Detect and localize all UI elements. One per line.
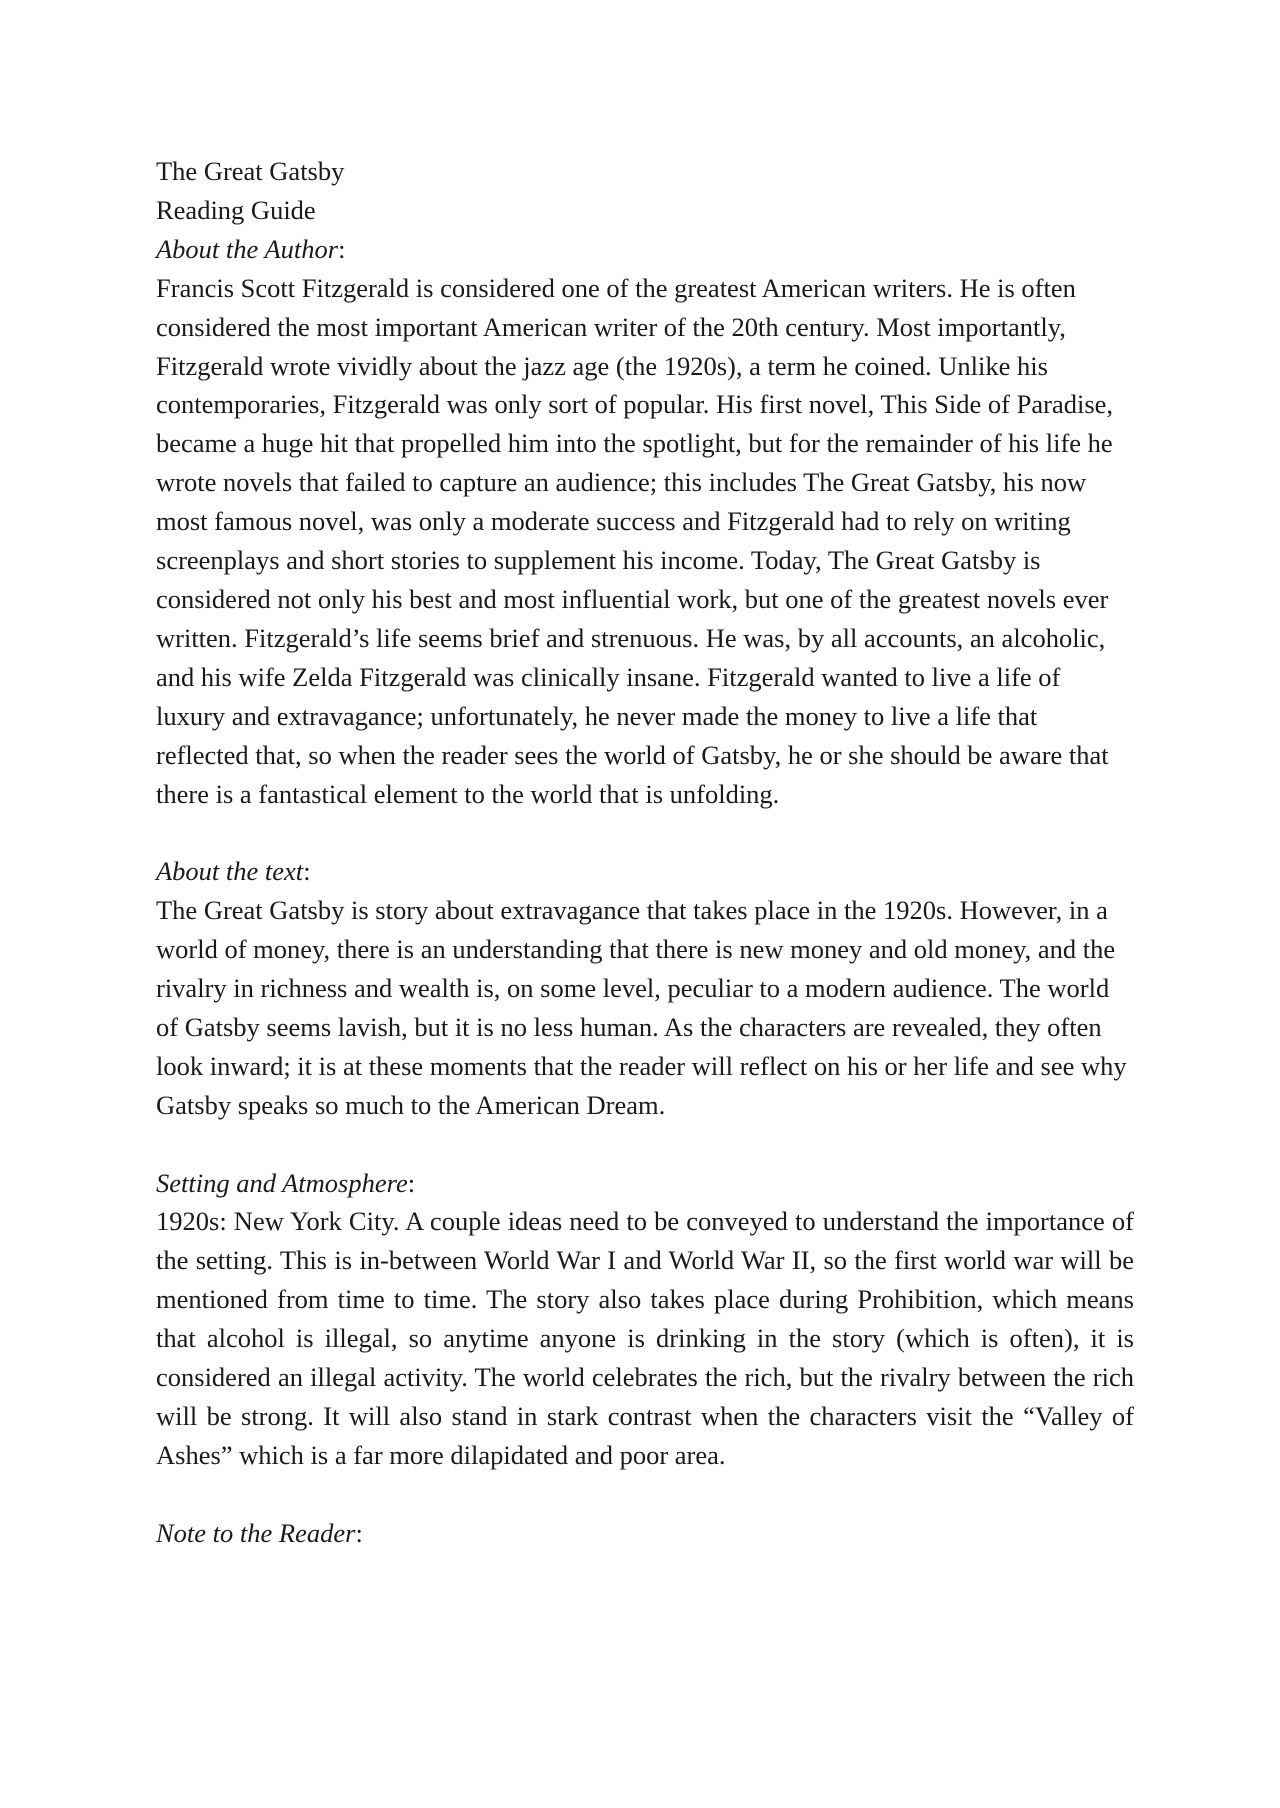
section-heading-colon: :	[355, 1517, 363, 1548]
document-subtitle: Reading Guide	[156, 194, 316, 225]
section-about-text	[156, 852, 1134, 1124]
paragraph-gap	[156, 1475, 1134, 1514]
section-heading-colon: :	[303, 856, 311, 887]
section-heading	[156, 230, 1134, 269]
section-heading-colon: :	[407, 1167, 416, 1198]
section-heading	[156, 852, 1134, 891]
section-heading-text: About the Author	[156, 233, 339, 264]
paragraph-gap	[156, 1125, 1134, 1164]
section-body: The Great Gatsby is story about extravagance that takes place in the 1920s. However, in a world of money, there is an understanding that there is new money and old money, and the rivalry in richness and wealth is, on some level, peculiar to a modern audience. The world of Gatsby seems lavish, but it is no less human. As the characters are revealed, they often look inward; it is at these moments that the reader will reflect on his or her life and see why Gatsby speaks so much to the American Dream.	[156, 895, 1127, 1120]
section-body: 1920s: New York City. A couple ideas need to be conveyed to understand the importance of the setting. This is in-between World War I and World War II, so the first world war will be mentioned from time to time. The story also takes place during Prohibition, which means that alcohol is illegal, so anytime anyone is drinking in the story (which is often), it is considered an illegal activity. The world celebrates the rich, but the rivalry between the rich will be strong. It will also stand in stark contrast when the characters visit the “Valley of Ashes” which is a far more dilapidated and poor area.	[156, 1206, 1134, 1470]
document-title: The Great Gatsby	[156, 156, 345, 186]
section-heading-text: Setting and Atmosphere	[156, 1167, 408, 1198]
section-heading-text: About the text	[156, 856, 304, 887]
document-page	[156, 152, 1134, 1553]
section-note-to-reader	[156, 1514, 1134, 1553]
section-heading-colon: :	[338, 233, 346, 264]
section-heading	[156, 1164, 1134, 1203]
section-setting	[156, 1164, 1134, 1475]
section-heading-text: Note to the Reader	[156, 1517, 356, 1548]
section-about-author	[156, 230, 1134, 814]
paragraph-gap	[156, 813, 1134, 852]
section-body: Francis Scott Fitzgerald is considered one of the greatest American writers. He is often considered the most important American writer of the 20th century. Most importantly, Fitzgerald wrote vividly about the jazz age (the 1920s), a term he coined. Unlike his contemporaries, Fitzgerald was only sort of popular. His first novel, This Side of Paradise, became a huge hit that propelled him into the spotlight, but for the remainder of his life he wrote novels that failed to capture an audience; this includes The Great Gatsby, his now most famous novel, was only a moderate success and Fitzgerald had to rely on writing screenplays and short stories to supplement his income. Today, The Great Gatsby is considered not only his best and most influential work, but one of the greatest novels ever written. Fitzgerald’s life seems brief and strenuous. He was, by all accounts, an alcoholic, and his wife Zelda Fitzgerald was clinically insane. Fitzgerald wanted to live a life of luxury and extravagance; unfortunately, he never made the money to live a life that reflected that, so when the reader sees the world of Gatsby, he or she should be aware that there is a fantastical element to the world that is unfolding.	[156, 272, 1114, 809]
section-heading	[156, 1514, 1134, 1553]
